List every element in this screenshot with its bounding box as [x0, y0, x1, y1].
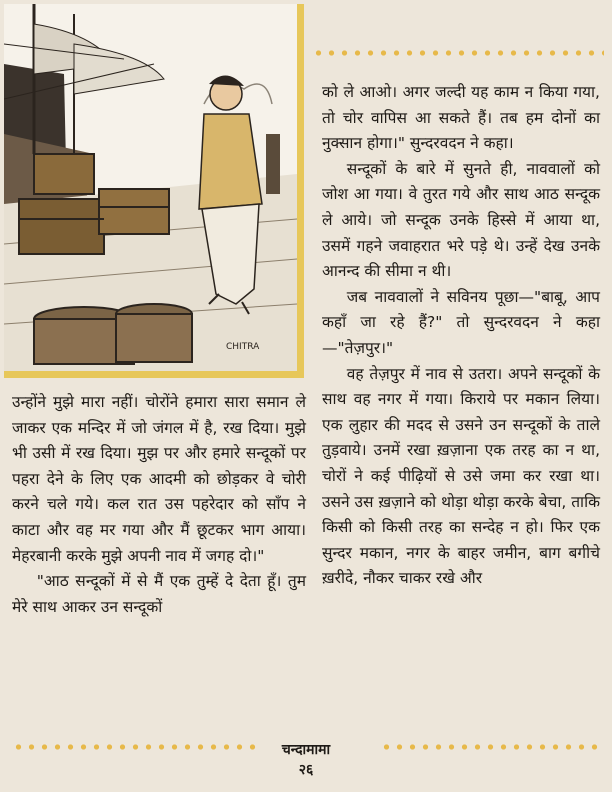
paragraph: "आठ सन्दूकों में से मैं एक तुम्हें दे देता हूँ। तुम मेरे साथ आकर उन सन्दूकों — [12, 572, 306, 616]
right-text-column — [322, 80, 600, 592]
paragraph: वह तेज़पुर में नाव से उतरा। अपने सन्दूकों के साथ वह नगर में गया। किराये पर मकान लिया। एक लुहार की मदद से उसने उन सन्दूकों के ताले तुड़वाये। उनमें रखा ख़ज़ाना एक तरह का न था, चोरों ने कई पीढ़ियों से उसे जमा कर रखा था। उसने उस ख़ज़ाने को थोड़ा थोड़ा करके बेचा, ताकि किसी को किसी तरह का सन्देह न हो। फिर एक सुन्दर मकान, नगर के बाहर जमीन, बाग बगीचे ख़रीदे, नौकर चाकर रखे और — [322, 364, 600, 588]
magazine-name: चन्दामामा — [281, 742, 331, 758]
paragraph: सन्दूकों के बारे में सुनते ही, नाववालों को जोश आ गया। वे तुरत गये और साथ आठ सन्दूक ले आये। जो सन्दूक उनके हिस्से में आया था, उसमें गहने जवाहरात भरे पड़े थे। उन्हें देख उनके आनन्द की सीमा न थी। — [322, 159, 600, 281]
story-illustration — [4, 4, 304, 378]
paragraph: को ले आओ। अगर जल्दी यह काम न किया गया, तो चोर वापिस आ सकते हैं। तब हम दोनों का नुक्सान होगा।" सुन्दरवदन ने कहा। — [322, 83, 600, 153]
ship-and-man-drawing — [4, 4, 297, 371]
paragraph: जब नाववालों ने सविनय पूछा—"बाबू, आप कहाँ जा रहे हैं?" तो सुन्दरवदन ने कहा—"तेज़पुर।" — [322, 287, 600, 357]
paragraph: उन्होंने मुझे मारा नहीं। चोरोंने हमारा सारा समान ले जाकर एक मन्दिर में जो जंगल में है, रख दिया। मुझे भी उसी में रख दिया। मुझ पर और हमारे सन्दूकों पर पहरा देने के लिए एक आदमी को छोड़कर वे चोरी करने चले गये। कल रात उस पहरेदार को साँप ने काटा और वह मर गया और मैं छूटकर भाग आया। मेहरबानी करके मुझे अपनी नाव में जगह दो।" — [12, 393, 306, 565]
left-text-column — [12, 390, 306, 620]
barrels — [34, 304, 192, 364]
page-number: २६ — [298, 762, 314, 778]
artist-signature: CHITRA — [226, 342, 260, 352]
top-ornament — [312, 48, 604, 58]
